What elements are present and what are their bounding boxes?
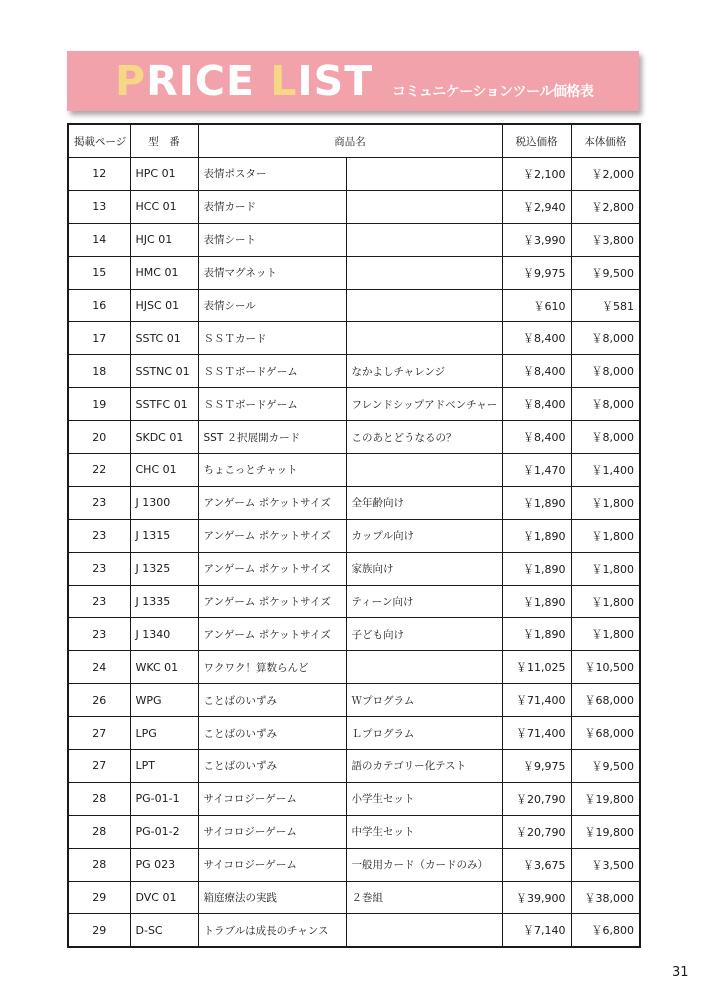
cell-page: 17 <box>68 322 130 355</box>
cell-product-name: サイコロジーゲーム <box>198 815 346 848</box>
cell-product-variant <box>346 651 502 684</box>
cell-base-price: ￥1,800 <box>571 486 640 519</box>
table-row <box>68 717 640 750</box>
cell-base-price: ￥8,000 <box>571 421 640 454</box>
cell-product-variant: 全年齢向け <box>346 486 502 519</box>
table-row <box>68 190 640 223</box>
table-row <box>68 750 640 783</box>
cell-page: 23 <box>68 618 130 651</box>
cell-product-variant <box>346 223 502 256</box>
cell-product-name: アンゲーム ポケットサイズ <box>198 519 346 552</box>
table-row <box>68 881 640 914</box>
cell-base-price: ￥9,500 <box>571 256 640 289</box>
table-row <box>68 223 640 256</box>
cell-base-price: ￥2,800 <box>571 190 640 223</box>
cell-page: 14 <box>68 223 130 256</box>
cell-tax-included-price: ￥2,100 <box>502 158 571 191</box>
cell-page: 20 <box>68 421 130 454</box>
cell-product-name: アンゲーム ポケットサイズ <box>198 618 346 651</box>
table-row <box>68 585 640 618</box>
page-number: 31 <box>672 965 689 980</box>
cell-page: 23 <box>68 585 130 618</box>
cell-base-price: ￥2,000 <box>571 158 640 191</box>
title-part-ist: IST <box>297 57 374 105</box>
table-row <box>68 815 640 848</box>
header-tax-included-price: 税込価格 <box>502 124 571 158</box>
table-row <box>68 914 640 947</box>
cell-product-name: ワクワク！算数らんど <box>198 651 346 684</box>
cell-page: 12 <box>68 158 130 191</box>
cell-base-price: ￥3,800 <box>571 223 640 256</box>
cell-base-price: ￥10,500 <box>571 651 640 684</box>
cell-base-price: ￥1,800 <box>571 552 640 585</box>
table-row <box>68 355 640 388</box>
table-row <box>68 651 640 684</box>
cell-product-name: ことばのいずみ <box>198 717 346 750</box>
cell-model: SKDC 01 <box>130 421 198 454</box>
table-body <box>68 158 640 948</box>
cell-model: SSTC 01 <box>130 322 198 355</box>
cell-page: 28 <box>68 782 130 815</box>
cell-tax-included-price: ￥610 <box>502 289 571 322</box>
cell-product-name: 箱庭療法の実践 <box>198 881 346 914</box>
cell-base-price: ￥3,500 <box>571 848 640 881</box>
cell-product-variant: カップル向け <box>346 519 502 552</box>
cell-product-variant <box>346 256 502 289</box>
cell-product-name: アンゲーム ポケットサイズ <box>198 552 346 585</box>
cell-product-name: サイコロジーゲーム <box>198 782 346 815</box>
cell-tax-included-price: ￥1,890 <box>502 585 571 618</box>
table-row <box>68 454 640 487</box>
cell-model: PG-01-2 <box>130 815 198 848</box>
cell-tax-included-price: ￥9,975 <box>502 256 571 289</box>
table-row <box>68 256 640 289</box>
header-base-price: 本体価格 <box>571 124 640 158</box>
cell-product-name: 表情ポスター <box>198 158 346 191</box>
cell-model: SSTNC 01 <box>130 355 198 388</box>
page-subtitle: コミュニケーションツール価格表 <box>392 84 594 100</box>
cell-tax-included-price: ￥39,900 <box>502 881 571 914</box>
cell-model: J 1315 <box>130 519 198 552</box>
cell-model: CHC 01 <box>130 454 198 487</box>
cell-tax-included-price: ￥20,790 <box>502 815 571 848</box>
cell-page: 28 <box>68 815 130 848</box>
cell-page: 16 <box>68 289 130 322</box>
cell-product-name: ちょこっとチャット <box>198 454 346 487</box>
cell-base-price: ￥1,800 <box>571 585 640 618</box>
cell-product-variant: ティーン向け <box>346 585 502 618</box>
cell-tax-included-price: ￥1,890 <box>502 486 571 519</box>
cell-product-name: 表情シール <box>198 289 346 322</box>
cell-model: HMC 01 <box>130 256 198 289</box>
table-header-row <box>68 124 640 158</box>
cell-page: 29 <box>68 881 130 914</box>
cell-base-price: ￥1,400 <box>571 454 640 487</box>
cell-model: WKC 01 <box>130 651 198 684</box>
cell-tax-included-price: ￥20,790 <box>502 782 571 815</box>
cell-product-variant <box>346 158 502 191</box>
cell-base-price: ￥1,800 <box>571 618 640 651</box>
cell-model: J 1340 <box>130 618 198 651</box>
cell-model: J 1335 <box>130 585 198 618</box>
table-row <box>68 618 640 651</box>
price-list-banner <box>67 51 639 111</box>
cell-page: 27 <box>68 717 130 750</box>
cell-model: WPG <box>130 684 198 717</box>
cell-tax-included-price: ￥8,400 <box>502 355 571 388</box>
cell-product-variant: 中学生セット <box>346 815 502 848</box>
cell-tax-included-price: ￥3,990 <box>502 223 571 256</box>
table-row <box>68 519 640 552</box>
cell-model: J 1300 <box>130 486 198 519</box>
cell-product-variant <box>346 322 502 355</box>
cell-model: PG 023 <box>130 848 198 881</box>
cell-tax-included-price: ￥1,470 <box>502 454 571 487</box>
cell-model: LPT <box>130 750 198 783</box>
cell-base-price: ￥38,000 <box>571 881 640 914</box>
cell-base-price: ￥68,000 <box>571 717 640 750</box>
cell-model: HJC 01 <box>130 223 198 256</box>
cell-tax-included-price: ￥1,890 <box>502 552 571 585</box>
cell-product-variant: Ｌプログラム <box>346 717 502 750</box>
cell-model: LPG <box>130 717 198 750</box>
cell-page: 22 <box>68 454 130 487</box>
title-initial-l: L <box>270 57 298 105</box>
cell-tax-included-price: ￥8,400 <box>502 322 571 355</box>
cell-product-variant: Ｗプログラム <box>346 684 502 717</box>
cell-page: 23 <box>68 486 130 519</box>
cell-page: 26 <box>68 684 130 717</box>
cell-page: 13 <box>68 190 130 223</box>
cell-base-price: ￥19,800 <box>571 782 640 815</box>
cell-tax-included-price: ￥71,400 <box>502 717 571 750</box>
cell-base-price: ￥8,000 <box>571 388 640 421</box>
header-model: 型 番 <box>130 124 198 158</box>
cell-product-name: 表情マグネット <box>198 256 346 289</box>
cell-model: PG-01-1 <box>130 782 198 815</box>
cell-product-variant: 一般用カード（カードのみ） <box>346 848 502 881</box>
cell-tax-included-price: ￥2,940 <box>502 190 571 223</box>
table-row <box>68 388 640 421</box>
cell-model: HCC 01 <box>130 190 198 223</box>
cell-model: HJSC 01 <box>130 289 198 322</box>
cell-product-variant: なかよしチャレンジ <box>346 355 502 388</box>
table-row <box>68 289 640 322</box>
cell-page: 29 <box>68 914 130 947</box>
price-table <box>67 123 641 948</box>
cell-product-name: ことばのいずみ <box>198 684 346 717</box>
cell-tax-included-price: ￥1,890 <box>502 519 571 552</box>
cell-product-variant <box>346 190 502 223</box>
cell-product-variant <box>346 914 502 947</box>
cell-tax-included-price: ￥1,890 <box>502 618 571 651</box>
cell-product-name: ＳＳＴボードゲーム <box>198 388 346 421</box>
cell-base-price: ￥9,500 <box>571 750 640 783</box>
table-row <box>68 782 640 815</box>
cell-product-name: ＳＳＴカード <box>198 322 346 355</box>
table-row <box>68 322 640 355</box>
cell-page: 23 <box>68 552 130 585</box>
page-title <box>115 57 373 105</box>
cell-page: 24 <box>68 651 130 684</box>
cell-base-price: ￥19,800 <box>571 815 640 848</box>
table-row <box>68 848 640 881</box>
cell-model: D-SC <box>130 914 198 947</box>
table-row <box>68 421 640 454</box>
cell-product-variant: 小学生セット <box>346 782 502 815</box>
cell-page: 23 <box>68 519 130 552</box>
cell-tax-included-price: ￥3,675 <box>502 848 571 881</box>
table-row <box>68 684 640 717</box>
title-initial-p: P <box>115 57 147 105</box>
cell-base-price: ￥68,000 <box>571 684 640 717</box>
cell-product-name: ＳＳＴボードゲーム <box>198 355 346 388</box>
cell-base-price: ￥8,000 <box>571 322 640 355</box>
table-row <box>68 552 640 585</box>
cell-model: J 1325 <box>130 552 198 585</box>
cell-product-variant <box>346 454 502 487</box>
cell-tax-included-price: ￥9,975 <box>502 750 571 783</box>
cell-product-name: 表情シート <box>198 223 346 256</box>
cell-product-name: アンゲーム ポケットサイズ <box>198 585 346 618</box>
cell-base-price: ￥6,800 <box>571 914 640 947</box>
cell-product-name: アンゲーム ポケットサイズ <box>198 486 346 519</box>
cell-page: 27 <box>68 750 130 783</box>
cell-model: DVC 01 <box>130 881 198 914</box>
cell-product-name: ことばのいずみ <box>198 750 346 783</box>
cell-page: 19 <box>68 388 130 421</box>
cell-base-price: ￥581 <box>571 289 640 322</box>
cell-product-variant: このあとどうなるの？ <box>346 421 502 454</box>
cell-model: HPC 01 <box>130 158 198 191</box>
cell-product-name: SST ２択展開カード <box>198 421 346 454</box>
cell-product-variant: 語のカテゴリー化テスト <box>346 750 502 783</box>
cell-tax-included-price: ￥71,400 <box>502 684 571 717</box>
header-product-name: 商品名 <box>198 124 502 158</box>
cell-base-price: ￥1,800 <box>571 519 640 552</box>
table-row <box>68 158 640 191</box>
header-page: 掲載ページ <box>68 124 130 158</box>
cell-base-price: ￥8,000 <box>571 355 640 388</box>
cell-tax-included-price: ￥7,140 <box>502 914 571 947</box>
cell-tax-included-price: ￥8,400 <box>502 388 571 421</box>
cell-product-variant: 子ども向け <box>346 618 502 651</box>
cell-model: SSTFC 01 <box>130 388 198 421</box>
cell-tax-included-price: ￥8,400 <box>502 421 571 454</box>
cell-page: 18 <box>68 355 130 388</box>
cell-tax-included-price: ￥11,025 <box>502 651 571 684</box>
cell-page: 15 <box>68 256 130 289</box>
cell-page: 28 <box>68 848 130 881</box>
cell-product-name: トラブルは成長のチャンス <box>198 914 346 947</box>
cell-product-variant: フレンドシップアドベンチャー <box>346 388 502 421</box>
cell-product-variant: 家族向け <box>346 552 502 585</box>
cell-product-name: サイコロジーゲーム <box>198 848 346 881</box>
title-part-rice: RICE <box>146 57 271 105</box>
cell-product-name: 表情カード <box>198 190 346 223</box>
cell-product-variant: ２巻組 <box>346 881 502 914</box>
table-row <box>68 486 640 519</box>
cell-product-variant <box>346 289 502 322</box>
